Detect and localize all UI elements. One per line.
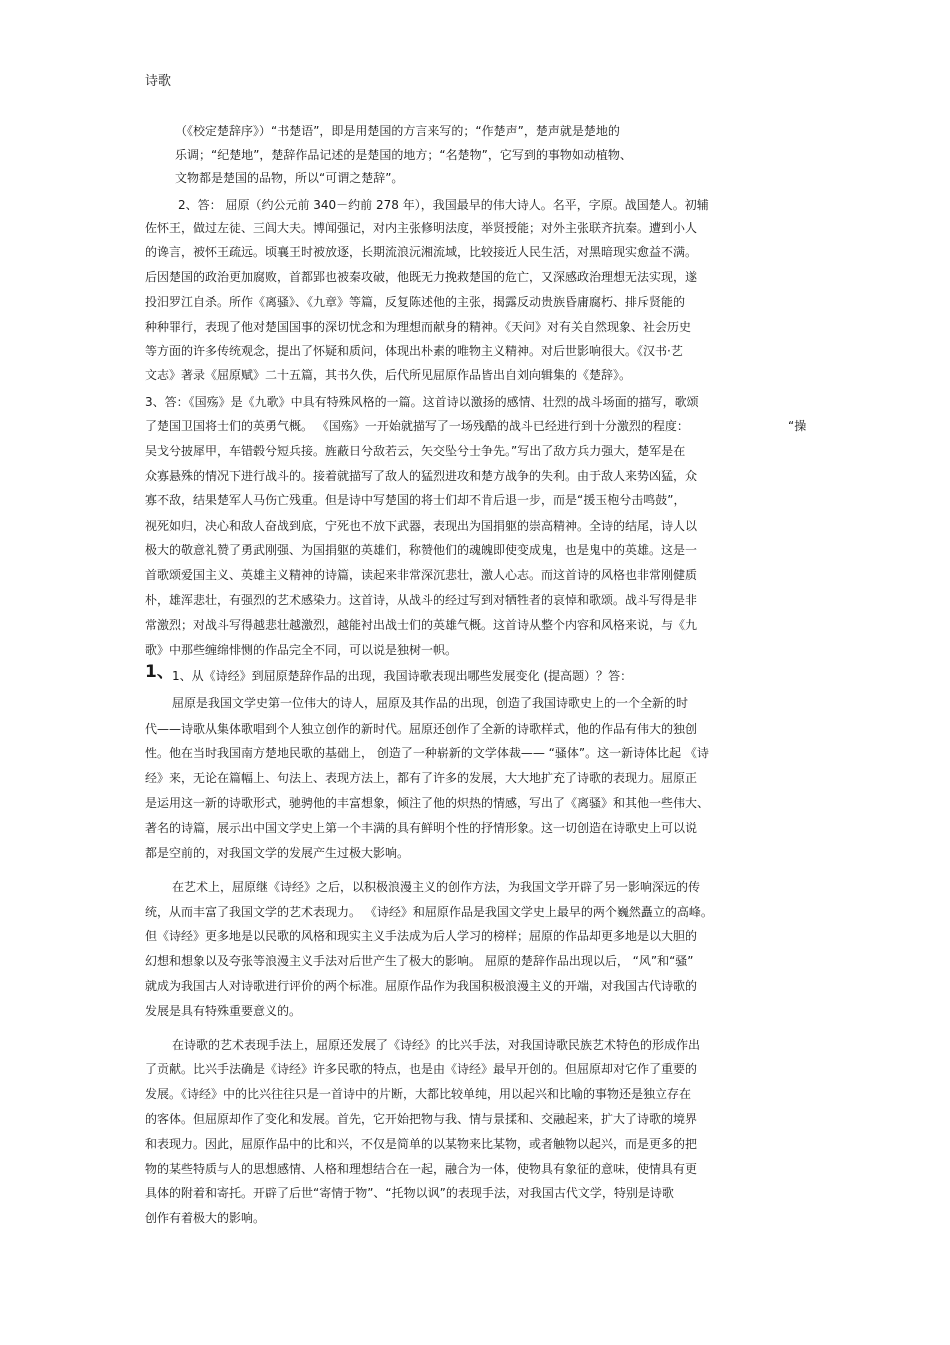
text-line: 具体的附着和寄托。开辟了后世“寄情于物”、“托物以讽”的表现手法，对我国古代文学，特别是诗歌 bbox=[145, 1186, 674, 1200]
text-line: 3、答：《国殇》是《九歌》中具有特殊风格的一篇。这首诗以激扬的感情、壮烈的战斗场面的描写，歌颂 bbox=[145, 395, 699, 409]
text-line: 首歌颂爱国主义、英雄主义精神的诗篇，读起来非常深沉悲壮，激人心志。而这首诗的风格也非常刚健质 bbox=[145, 568, 698, 582]
text-line: 创作有着极大的影响。 bbox=[145, 1211, 266, 1225]
text-line: （《校定楚辞序》）“书楚语”，即是用楚国的方言来写的；“作楚声”，楚声就是楚地的 bbox=[175, 124, 620, 138]
question-heading: 1、从《诗经》到屈原楚辞作品的出现，我国诗歌表现出哪些发展变化 (提高题）？答： bbox=[172, 669, 633, 683]
text-line: 性。他在当时我国南方楚地民歌的基础上， 创造了一种崭新的文学体裁—— “骚体”。这一新诗体比起 《诗 bbox=[145, 746, 709, 760]
text-line: 2、答： 屈原（约公元前 340－约前 278 年），我国最早的伟大诗人。名平，字原。战国楚人。初辅 bbox=[178, 198, 709, 212]
page-header: 诗歌 bbox=[145, 74, 172, 89]
text-line: 屈原是我国文学史第一位伟大的诗人，屈原及其作品的出现，创造了我国诗歌史上的一个全新的时 bbox=[172, 696, 689, 710]
text-line: 乐调；“纪楚地”，楚辞作品记述的是楚国的地方；“名楚物”，它写到的事物如动植物、 bbox=[175, 148, 632, 162]
text-line: 等方面的许多传统观念，提出了怀疑和质问，体现出朴素的唯物主义精神。对后世影响很大。《汉书·艺 bbox=[145, 344, 683, 358]
text-line: 歌》中那些缠绵悱恻的作品完全不同，可以说是独树一帜。 bbox=[145, 643, 458, 657]
text-line: 常激烈；对战斗写得越悲壮越激烈，越能衬出战士们的英雄气概。这首诗从整个内容和风格来说，与《九 bbox=[145, 618, 698, 632]
text-line: 了贡献。比兴手法确是《诗经》许多民歌的特点，也是由《诗经》最早开创的。但屈原却对它作了重要的 bbox=[145, 1062, 698, 1076]
text-line: 发展。《诗经》中的比兴往往只是一首诗中的片断，大都比较单纯，用以起兴和比喻的事物还是独立存在 bbox=[145, 1087, 692, 1101]
text-line: 吴戈兮披犀甲，车错毂兮短兵接。旌蔽日兮敌若云，矢交坠兮士争先。”写出了敌方兵力强大，楚军是在 bbox=[145, 444, 686, 458]
text-line: 文物都是楚国的品物，所以“可谓之楚辞”。 bbox=[175, 171, 404, 185]
text-line: 的客体。但屈原却作了变化和发展。首先，它开始把物与我、情与景揉和、交融起来，扩大了诗歌的境界 bbox=[145, 1112, 698, 1126]
text-line: 在诗歌的艺术表现手法上，屈原还发展了《诗经》的比兴手法，对我国诗歌民族艺术特色的形成作出 bbox=[172, 1038, 701, 1052]
text-line: 种种罪行，表现了他对楚国国事的深切忧念和为理想而献身的精神。《天问》对有关自然现象、社会历史 bbox=[145, 320, 692, 334]
text-line: 幻想和想象以及夸张等浪漫主义手法对后世产生了极大的影响。 屈原的楚辞作品出现以后， “风”和“骚” bbox=[145, 954, 694, 968]
text-line: 物的某些特质与人的思想感情、人格和理想结合在一起，融合为一体，使物具有象征的意味，使情具有更 bbox=[145, 1162, 698, 1176]
text-line: 后因楚国的政治更加腐败，首都郢也被秦攻破，他既无力挽救楚国的危亡，又深感政治理想无法实现，遂 bbox=[145, 270, 698, 284]
text-line: 是运用这一新的诗歌形式，驰骋他的丰富想象，倾注了他的炽热的情感，写出了《离骚》和其他一些伟大、 bbox=[145, 796, 710, 810]
text-line: 发展是具有特殊重要意义的。 bbox=[145, 1004, 302, 1018]
text-line: 佐怀王，做过左徒、三闾大夫。博闻强记，对内主张修明法度，举贤授能；对外主张联齐抗秦。遭到小人 bbox=[145, 221, 698, 235]
text-line: 寡不敌，结果楚军人马伤亡残重。但是诗中写楚国的将士们却不肯后退一步，而是“援玉枹兮击鸣鼓”， bbox=[145, 493, 686, 507]
text-line: 都是空前的，对我国文学的发展产生过极大影响。 bbox=[145, 846, 410, 860]
text-line: 的谗言，被怀王疏远。顷襄王时被放逐，长期流浪沅湘流域，比较接近人民生活，对黑暗现实愈益不满。 bbox=[145, 245, 698, 259]
text-line: 著名的诗篇，展示出中国文学史上第一个丰满的具有鲜明个性的抒情形象。这一切创造在诗歌史上可以说 bbox=[145, 821, 698, 835]
text-line: 众寡悬殊的情况下进行战斗的。接着就描写了敌人的猛烈进攻和楚方战争的失利。由于敌人来势凶猛，众 bbox=[145, 469, 698, 483]
text-line: 和表现力。因此，屈原作品中的比和兴，不仅是简单的以某物来比某物，或者触物以起兴，而是更多的把 bbox=[145, 1137, 698, 1151]
text-line: 代——诗歌从集体歌唱到个人独立创作的新时代。屈原还创作了全新的诗歌样式，他的作品有伟大的独创 bbox=[145, 722, 698, 736]
text-line: “操 bbox=[788, 419, 807, 433]
text-line: 视死如归，决心和敌人奋战到底，宁死也不放下武器，表现出为国捐躯的崇高精神。全诗的结尾，诗人以 bbox=[145, 519, 698, 533]
text-line: 投汨罗江自杀。所作《离骚》、《九章》等篇，反复陈述他的主张，揭露反动贵族昏庸腐朽、排斥贤能的 bbox=[145, 295, 686, 309]
text-line: 但《诗经》更多地是以民歌的风格和现实主义手法成为后人学习的榜样；屈原的作品却更多地是以大胆的 bbox=[145, 929, 698, 943]
text-line: 统，从而丰富了我国文学的艺术表现力。 《诗经》和屈原作品是我国文学史上最早的两个巍然矗立的高峰。 bbox=[145, 905, 713, 919]
text-line: 就成为我国古人对诗歌进行评价的两个标准。屈原作品作为我国积极浪漫主义的开端，对我国古代诗歌的 bbox=[145, 979, 698, 993]
text-line: 经》来，无论在篇幅上、句法上、表现方法上，都有了许多的发展，大大地扩充了诗歌的表现力。屈原正 bbox=[145, 771, 698, 785]
text-line: 文志》著录《屈原赋》二十五篇，其书久佚，后代所见屈原作品皆出自刘向辑集的《楚辞》。 bbox=[145, 368, 632, 382]
text-line: 在艺术上，屈原继《诗经》之后，以积极浪漫主义的创作方法，为我国文学开辟了另一影响深远的传 bbox=[172, 880, 701, 894]
text-line: 朴，雄浑悲壮，有强烈的艺术感染力。这首诗，从战斗的经过写到对牺牲者的哀悼和歌颂。战斗写得是非 bbox=[145, 593, 698, 607]
text-line: 了楚国卫国将士们的英勇气概。 《国殇》一开始就描写了一场残酷的战斗已经进行到十分激烈的程度： bbox=[145, 419, 689, 433]
text-line: 极大的敬意礼赞了勇武刚强、为国捐躯的英雄们，称赞他们的魂魄即使变成鬼，也是鬼中的英雄。这是一 bbox=[145, 543, 698, 557]
list-number: 1、 bbox=[145, 662, 174, 682]
